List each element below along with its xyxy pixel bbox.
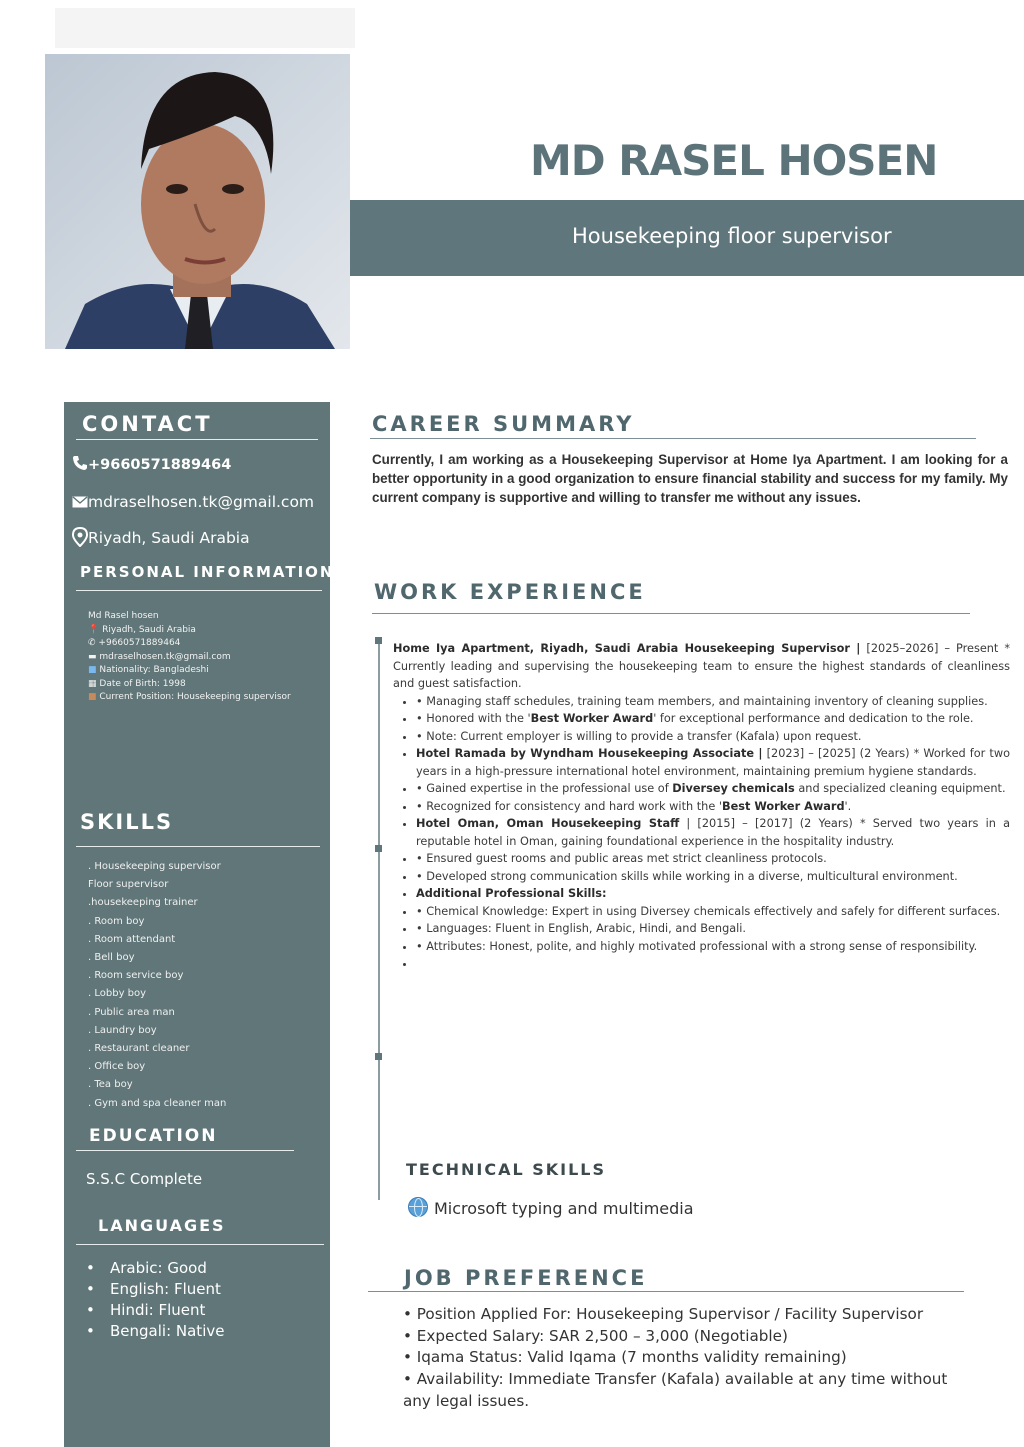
job-bullets — [393, 693, 1010, 973]
personal-dob: ▦ Date of Birth: 1998 — [88, 678, 186, 689]
personal-nationality: ■ Nationality: Bangladeshi — [88, 665, 209, 675]
job-bullet: • • Note: Current employer is willing to provide a transfer (Kafala) upon request. — [416, 728, 1010, 746]
skills-list — [88, 858, 226, 1113]
job-entry: Home Iya Apartment, Riyadh, Saudi Arabia Housekeeping Supervisor | [2025–2026] – Present * Currently leading and supervising the housekeeping team to ensure the highest standards of cleanliness and guest satisfaction. — [393, 642, 1010, 690]
skill-item: .housekeeping trainer — [88, 897, 198, 909]
education-value: S.S.C Complete — [86, 1170, 203, 1188]
skill-item: . Tea boy — [88, 1079, 133, 1091]
personal-position: ■ Current Position: Housekeeping supervisor — [88, 692, 291, 702]
briefcase-icon: ■ — [88, 692, 97, 702]
job-bullet: • • Recognized for consistency and hard work with the 'Best Worker Award'. — [416, 798, 1010, 816]
language-item: • Arabic: Good — [86, 1258, 224, 1279]
skill-item: . Bell boy — [88, 952, 135, 964]
technical-skills-heading: TECHNICAL SKILLS — [406, 1160, 606, 1179]
calendar-icon: ▦ — [88, 678, 97, 689]
empty-bullet — [416, 955, 1010, 973]
divider — [76, 1244, 324, 1245]
languages-list — [86, 1258, 224, 1342]
job-title: Home Iya Apartment, Riyadh, Saudi Arabia Housekeeping Supervisor | — [393, 642, 861, 655]
divider — [370, 438, 976, 439]
preference-item: • Iqama Status: Valid Iqama (7 months validity remaining) — [403, 1348, 847, 1367]
technical-skill-text: Microsoft typing and multimedia — [434, 1199, 694, 1218]
job-preference-list — [403, 1304, 963, 1413]
divider — [76, 439, 318, 440]
job-entry: • Hotel Oman, Oman Housekeeping Staff | [2015] – [2017] (2 Years) * Served two years in a reputable hotel in Oman, gaining foundational experience in the hospitality industry. — [416, 815, 1010, 850]
skills-heading: SKILLS — [80, 810, 174, 834]
contact-location — [72, 527, 250, 547]
phone-icon: ✆ — [88, 638, 96, 648]
job-entry: • Hotel Ramada by Wyndham Housekeeping Associate | [2023] – [2025] (2 Years) * Worked for two years in a high-pressure international hotel environment, maintaining premium hygiene standards. — [416, 745, 1010, 780]
skill-item: Floor supervisor — [88, 879, 169, 891]
skill-item: . Office boy — [88, 1061, 146, 1073]
personal-location: 📍 Riyadh, Saudi Arabia — [88, 624, 196, 635]
skill-item: . Laundry boy — [88, 1024, 157, 1036]
timeline-marker — [375, 1053, 382, 1060]
contact-phone — [72, 455, 231, 473]
job-preference-heading: JOB PREFERENCE — [404, 1266, 648, 1290]
work-experience-heading: WORK EXPERIENCE — [374, 580, 646, 604]
languages-heading: LANGUAGES — [98, 1216, 226, 1235]
job-title: Hotel Ramada by Wyndham Housekeeping Associate | — [416, 747, 763, 760]
phone-text: +9660571889464 — [88, 457, 232, 473]
work-experience-body — [393, 640, 1010, 973]
job-bullet: • • Honored with the 'Best Worker Award' for exceptional performance and dedication to the role. — [416, 710, 1010, 728]
timeline-line — [378, 640, 380, 1200]
contact-heading: CONTACT — [82, 412, 213, 436]
candidate-name: MD RASEL HOSEN — [530, 136, 938, 185]
job-bullet: • • Languages: Fluent in English, Arabic, Hindi, and Bengali. — [416, 920, 1010, 938]
divider — [372, 613, 970, 614]
job-bullet: • • Developed strong communication skills while working in a diverse, multicultural environment. — [416, 868, 1010, 886]
contact-email — [72, 493, 314, 511]
career-summary-text: Currently, I am working as a Housekeeping Supervisor at Home Iya Apartment. I am looking for a better opportunity in a good organization to ensure financial stability and success for my family. My current company is supportive and willing to transfer me without any issues. — [372, 452, 1008, 505]
personal-info-list — [88, 610, 291, 705]
globe-icon — [408, 1197, 428, 1217]
skill-item: . Gym and spa cleaner man — [88, 1097, 227, 1109]
language-item: • Hindi: Fluent — [86, 1300, 224, 1321]
pin-icon: 📍 — [88, 624, 100, 635]
profile-photo — [45, 54, 350, 349]
email-icon — [72, 496, 88, 508]
phone-icon — [72, 455, 88, 471]
technical-skill-item — [408, 1197, 694, 1218]
flag-icon: ■ — [88, 665, 97, 675]
language-item: • English: Fluent — [86, 1279, 224, 1300]
skill-item: . Room boy — [88, 915, 145, 927]
email-icon: ▬ — [88, 651, 97, 662]
job-bullet: • • Managing staff schedules, training team members, and maintaining inventory of cleaning supplies. — [416, 693, 1010, 711]
divider — [76, 1150, 294, 1151]
skill-item: . Housekeeping supervisor — [88, 861, 221, 872]
job-bullet: • • Ensured guest rooms and public areas met strict cleanliness protocols. — [416, 850, 1010, 868]
location-pin-icon — [72, 527, 88, 547]
skill-item: . Room service boy — [88, 970, 184, 982]
skill-item: . Public area man — [88, 1006, 175, 1018]
job-title: Hotel Oman, Oman Housekeeping Staff — [416, 817, 680, 830]
email-text: mdraselhosen.tk@gmail.com — [88, 493, 315, 511]
personal-email: ▬ mdraselhosen.tk@gmail.com — [88, 651, 231, 662]
skill-item: . Room attendant — [88, 933, 176, 945]
job-bullet: • • Gained expertise in the professional use of Diversey chemicals and specialized cleaning equipment. — [416, 780, 1010, 798]
photo-backdrop — [55, 8, 355, 48]
language-item: • Bengali: Native — [86, 1321, 224, 1342]
skill-item: . Restaurant cleaner — [88, 1043, 190, 1055]
personal-name: Md Rasel hosen — [88, 611, 159, 621]
divider — [76, 846, 320, 847]
career-summary-heading: CAREER SUMMARY — [372, 412, 635, 436]
timeline-marker — [375, 845, 382, 852]
job-bullet: • • Attributes: Honest, polite, and highly motivated professional with a strong sense of responsibility. — [416, 938, 1010, 956]
skill-item: . Lobby boy — [88, 988, 147, 1000]
preference-item: • Expected Salary: SAR 2,500 – 3,000 (Negotiable) — [403, 1326, 788, 1345]
divider — [368, 1291, 964, 1292]
personal-heading: PERSONAL INFORMATION — [80, 563, 335, 581]
preference-item: • Availability: Immediate Transfer (Kafala) available at any time without any legal issues. — [403, 1370, 948, 1410]
additional-skills-heading: • Additional Professional Skills: — [416, 885, 1010, 903]
job-bullet: • • Chemical Knowledge: Expert in using Diversey chemicals effectively and safely for different surfaces. — [416, 903, 1010, 921]
personal-phone: ✆ +966057188946‍4 — [88, 638, 181, 648]
preference-item: • Position Applied For: Housekeeping Supervisor / Facility Supervisor — [403, 1305, 924, 1323]
job-title: Housekeeping floor supervisor — [572, 224, 892, 248]
timeline-marker — [375, 637, 382, 644]
education-heading: EDUCATION — [89, 1126, 218, 1146]
divider — [76, 590, 322, 591]
location-text: Riyadh, Saudi Arabia — [88, 529, 250, 547]
